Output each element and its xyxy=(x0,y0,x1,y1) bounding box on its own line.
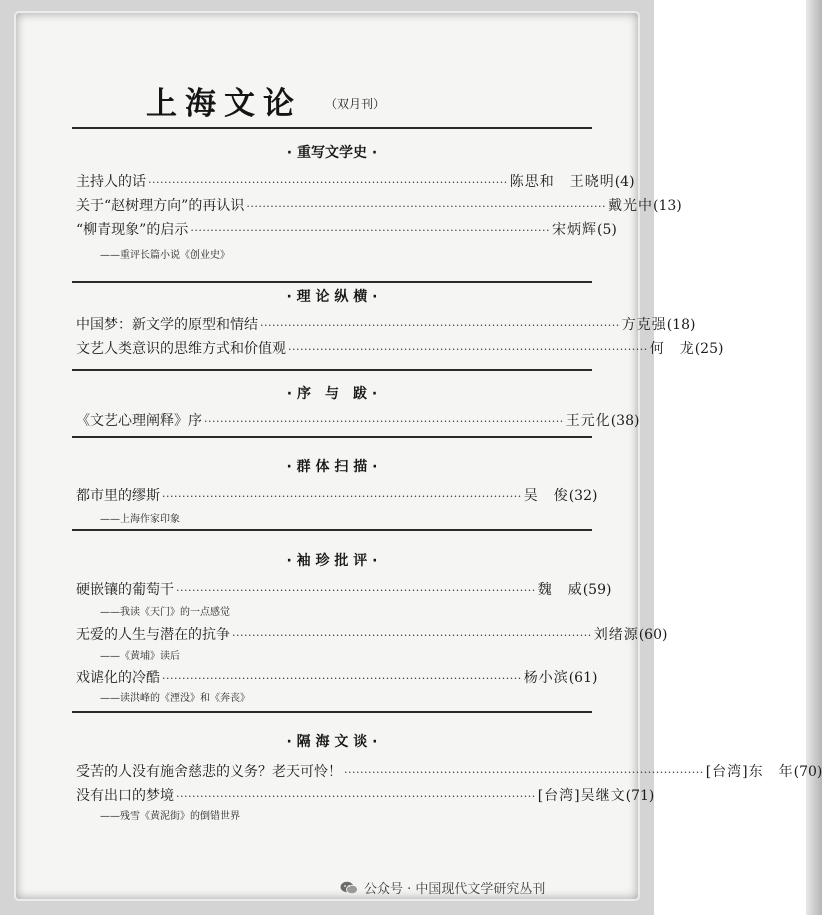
watermark-text: 公众号 · 中国现代文学研究丛刊 xyxy=(364,882,546,897)
toc-entry[interactable] xyxy=(76,314,696,334)
entry-author: 吴 俊 xyxy=(523,488,569,504)
watermark xyxy=(340,878,545,897)
entry-title: “柳青现象”的启示 xyxy=(76,222,189,238)
leader-dots: ·························································································· xyxy=(344,766,704,779)
entry-author: 陈思和 王晓明 xyxy=(509,174,615,190)
entry-title: 无爱的人生与潜在的抗争 xyxy=(76,627,230,643)
entry-title: 文艺人类意识的思维方式和价值观 xyxy=(76,341,286,357)
entry-page: (5) xyxy=(597,222,617,238)
entry-author: 戴光中 xyxy=(608,198,654,214)
entry-author: 何 龙 xyxy=(649,341,695,357)
wechat-icon xyxy=(340,881,358,895)
entry-title: 硬嵌镶的葡萄干 xyxy=(76,582,174,598)
toc-entry[interactable] xyxy=(76,171,635,191)
leader-dots: ·························································································· xyxy=(246,200,607,213)
toc-entry[interactable] xyxy=(76,667,598,687)
entry-subtitle: ——残雪《黄泥街》的倒错世界 xyxy=(100,811,240,822)
section-rule xyxy=(72,369,592,371)
leader-dots: ·························································································· xyxy=(162,490,522,503)
section-heading: · 重写文学史 · xyxy=(286,145,378,161)
toc-entry[interactable] xyxy=(76,579,612,599)
entry-author: 方克强 xyxy=(621,317,667,333)
entry-page: (59) xyxy=(582,582,612,598)
section-rule xyxy=(72,127,592,129)
entry-page: (4) xyxy=(614,174,635,190)
entry-author: [台湾]东 年 xyxy=(705,764,794,780)
section-heading: · 理 论 纵 横 · xyxy=(286,289,378,305)
section-heading: · 隔 海 文 谈 · xyxy=(286,734,378,750)
entry-title: 没有出口的梦境 xyxy=(76,788,174,804)
entry-subtitle: ——读洪峰的《湮没》和《奔丧》 xyxy=(100,693,250,704)
entry-page: (71) xyxy=(625,788,655,804)
entry-author: 杨小滨 xyxy=(523,670,569,686)
entry-subtitle: ——上海作家印象 xyxy=(100,514,180,525)
toc-entry[interactable] xyxy=(76,219,617,239)
entry-subtitle: ——重评长篇小说《创业史》 xyxy=(100,250,230,261)
entry-author: 王元化 xyxy=(565,413,611,429)
section-heading: · 群 体 扫 描 · xyxy=(286,459,378,475)
entry-title: 主持人的话 xyxy=(76,174,146,190)
leader-dots: ·························································································· xyxy=(148,176,508,189)
toc-entry[interactable] xyxy=(76,195,682,215)
entry-author: [台湾]吴继文 xyxy=(537,788,626,804)
toc-entry[interactable] xyxy=(76,338,724,358)
leader-dots: ·························································································· xyxy=(176,790,536,803)
entry-page: (25) xyxy=(694,341,724,357)
toc-entry[interactable] xyxy=(76,624,668,644)
magazine-subtitle: （双月刊） xyxy=(325,97,386,111)
toc-entry[interactable] xyxy=(76,410,640,430)
entry-title: 都市里的缪斯 xyxy=(76,488,160,504)
entry-page: (32) xyxy=(568,488,598,504)
section-rule xyxy=(72,281,592,283)
entry-page: (13) xyxy=(653,198,682,214)
section-rule xyxy=(72,711,592,713)
toc-entry[interactable] xyxy=(76,485,598,505)
leader-dots: ·························································································· xyxy=(162,672,522,685)
entry-author: 魏 威 xyxy=(537,582,583,598)
entry-page: (38) xyxy=(610,413,640,429)
leader-dots: ·························································································· xyxy=(204,415,564,428)
entry-page: (60) xyxy=(638,627,668,643)
entry-author: 宋炳辉 xyxy=(552,222,598,238)
entry-page: (70) xyxy=(793,764,822,780)
entry-page: (61) xyxy=(568,670,598,686)
leader-dots: ·························································································· xyxy=(232,629,592,642)
section-rule xyxy=(72,529,592,531)
leader-dots: ·························································································· xyxy=(190,224,551,237)
entry-title: 戏谑化的冷酷 xyxy=(76,670,160,686)
magazine-title: 上海文论 xyxy=(146,86,302,122)
section-rule xyxy=(72,436,592,438)
entry-title: 《文艺心理阐释》序 xyxy=(76,413,202,429)
leader-dots: ·························································································· xyxy=(260,319,620,332)
entry-page: (18) xyxy=(666,317,696,333)
entry-subtitle: ——《黄埔》读后 xyxy=(100,651,180,662)
leader-dots: ·························································································· xyxy=(288,343,648,356)
entry-title: 关于“赵树理方向”的再认识 xyxy=(76,198,245,214)
entry-author: 刘绪源 xyxy=(593,627,639,643)
entry-title: 中国梦：新文学的原型和情结 xyxy=(76,317,258,333)
section-heading: · 袖 珍 批 评 · xyxy=(286,553,378,569)
toc-entry[interactable] xyxy=(76,785,655,805)
toc-entry[interactable] xyxy=(76,761,822,781)
entry-subtitle: ——我读《天门》的一点感觉 xyxy=(100,607,230,618)
entry-title: 受苦的人没有施舍慈悲的义务？老天可怜！ xyxy=(76,764,342,780)
section-heading: · 序 与 跋 · xyxy=(286,386,378,402)
leader-dots: ·························································································· xyxy=(176,584,536,597)
